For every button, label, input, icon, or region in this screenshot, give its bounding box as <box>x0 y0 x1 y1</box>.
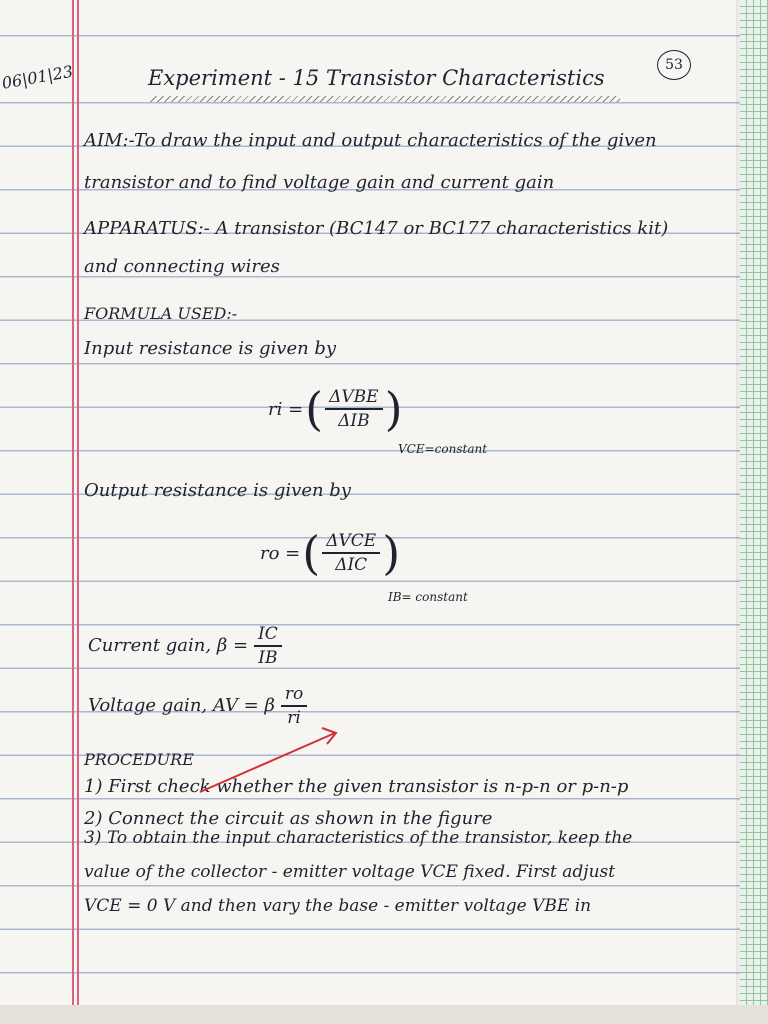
red-pen-mark <box>200 733 335 792</box>
paren-close: ) <box>384 382 403 436</box>
procedure-step-1: 1) First check whether the given transistor is n-p-n or p-n-p <box>84 776 629 797</box>
paren-close: ) <box>382 526 401 580</box>
page-title: Experiment - 15 Transistor Characteristics <box>148 66 605 90</box>
output-resistance-intro: Output resistance is given by <box>84 480 351 501</box>
voltage-gain-numerator: ro <box>284 684 304 704</box>
paren-open: ( <box>305 382 324 436</box>
ri-denominator: ΔIB <box>338 410 370 431</box>
ro-condition: IB= constant <box>388 590 468 604</box>
paren-open: ( <box>302 526 321 580</box>
ri-numerator: ΔVBE <box>329 387 379 408</box>
procedure-heading: PROCEDURE <box>84 750 194 769</box>
ro-numerator: ΔVCE <box>326 531 377 552</box>
input-resistance-intro: Input resistance is given by <box>84 338 337 359</box>
ro-lhs: ro = <box>260 542 301 564</box>
date: 06|01|23 <box>0 61 75 93</box>
voltage-gain-lhs: Voltage gain, AV = β <box>88 695 275 717</box>
procedure-step-3-line-2: value of the collector - emitter voltage VCE fixed. First adjust <box>84 862 616 882</box>
ri-condition: VCE=constant <box>398 442 488 456</box>
current-gain-numerator: IC <box>258 624 278 644</box>
apparatus-line-1: APPARATUS:- A transistor (BC147 or BC177 characteristics kit) <box>84 218 669 239</box>
page-number: 53 <box>657 50 691 80</box>
formula-heading: FORMULA USED:- <box>84 304 238 323</box>
ro-denominator: ΔIC <box>335 554 368 575</box>
current-gain-lhs: Current gain, β = <box>88 635 249 657</box>
current-gain-denominator: IB <box>258 647 278 668</box>
procedure-step-2: 2) Connect the circuit as shown in the figure <box>84 808 493 829</box>
aim-line-2: transistor and to find voltage gain and current gain <box>84 172 555 193</box>
aim-line-1: AIM:-To draw the input and output characteristics of the given <box>84 130 657 151</box>
apparatus-line-2: and connecting wires <box>84 256 280 277</box>
procedure-step-3-line-1: 3) To obtain the input characteristics of the transistor, keep the <box>84 828 633 848</box>
procedure-step-3-line-3: VCE = 0 V and then vary the base - emitter voltage VBE in <box>84 896 592 916</box>
voltage-gain-denominator: ri <box>287 707 301 728</box>
ri-lhs: ri = <box>268 398 304 420</box>
